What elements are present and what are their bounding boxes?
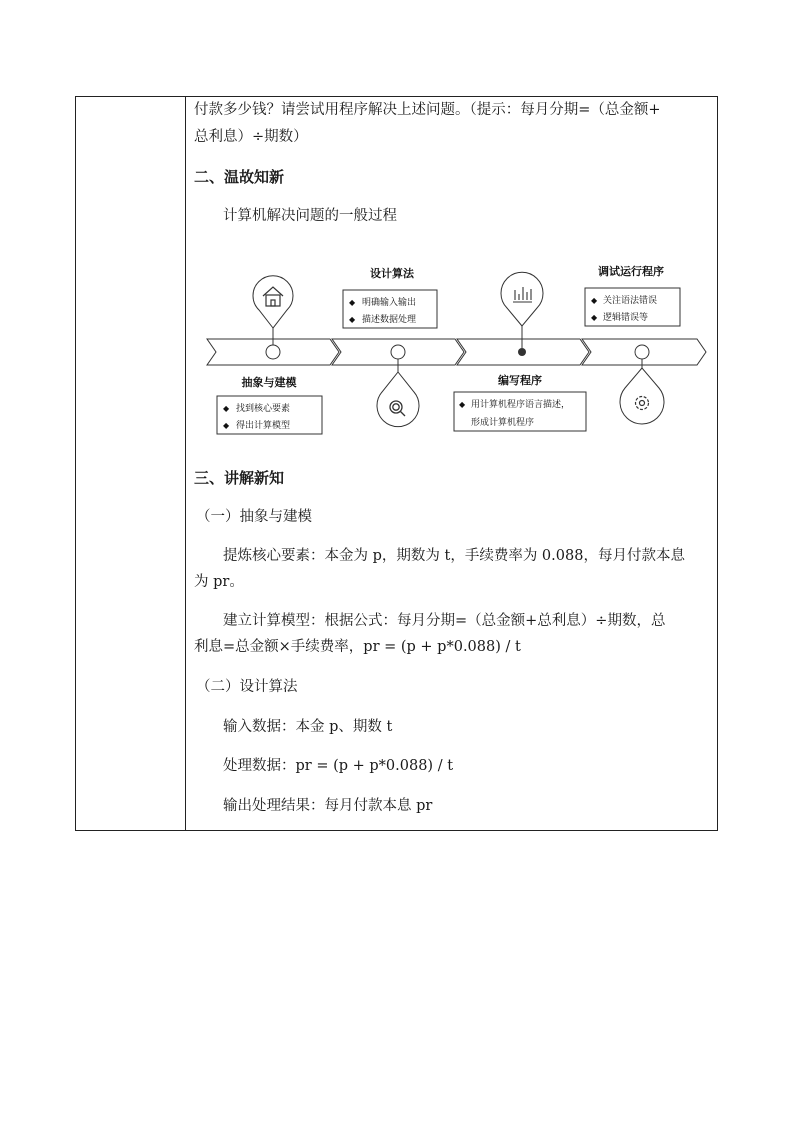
step2-title: 设计算法 — [370, 267, 414, 280]
step2-bullet-marker-2: ◆ — [349, 315, 356, 324]
algorithm-input: 输入数据：本金 p、期数 t — [223, 719, 393, 735]
step4-marker — [620, 345, 664, 424]
step3-bullet-1: 用计算机程序语言描述， — [471, 400, 571, 410]
step4-bullet-marker-1: ◆ — [591, 296, 598, 305]
paragraph-model-line-2: 利息=总金额×手续费率，pr = (p + p*0.088) / t — [194, 639, 521, 655]
step2-bullet-1: 明确输入输出 — [362, 298, 417, 308]
step3-bullet-2: 形成计算机程序 — [471, 418, 535, 428]
intro-line-1: 付款多少钱？请尝试用程序解决上述问题。（提示：每月分期=（总金额+ — [194, 102, 661, 118]
step1-title: 抽象与建模 — [241, 376, 297, 389]
step4-bullet-1: 关注语法错误 — [603, 296, 658, 306]
step1-bullet-2: 得出计算模型 — [236, 421, 291, 431]
step2-bullet-2: 描述数据处理 — [362, 315, 417, 325]
step2-marker — [377, 345, 419, 427]
step1-bullet-marker-1: ◆ — [223, 404, 230, 413]
left-column — [76, 97, 186, 830]
step3-title: 编写程序 — [498, 374, 542, 387]
step2-bullet-marker-1: ◆ — [349, 298, 356, 307]
step1-bullet-1: 找到核心要素 — [236, 404, 291, 414]
paragraph-core-elements-line-1: 提炼核心要素：本金为 p，期数为 t，手续费率为 0.088，每月付款本息 — [223, 548, 685, 564]
paragraph-model-line-1: 建立计算模型：根据公式：每月分期=（总金额+总利息）÷期数，总 — [223, 613, 666, 629]
section2-subtitle: 计算机解决问题的一般过程 — [223, 208, 397, 224]
subsection-algorithm: （二）设计算法 — [196, 679, 298, 695]
step4-bullet-2: 逻辑错误等 — [603, 313, 649, 323]
step3-bullet-marker-1: ◆ — [459, 400, 466, 409]
step4-label — [585, 264, 680, 326]
subsection-abstraction: （一）抽象与建模 — [196, 509, 312, 525]
intro-line-2: 总利息）÷期数） — [194, 129, 308, 145]
step3-label — [454, 373, 586, 431]
process-diagram — [187, 260, 718, 445]
algorithm-output: 输出处理结果：每月付款本息 pr — [223, 798, 433, 814]
step4-title: 调试运行程序 — [598, 265, 664, 278]
step1-marker — [253, 276, 293, 359]
algorithm-process: 处理数据：pr = (p + p*0.088) / t — [223, 758, 454, 774]
lesson-table — [75, 96, 718, 831]
section3-heading: 三、讲解新知 — [194, 469, 285, 487]
step1-bullet-marker-2: ◆ — [223, 421, 230, 430]
step2-label — [343, 266, 437, 328]
step1-label — [217, 375, 322, 434]
step3-marker — [501, 272, 543, 356]
step4-bullet-marker-2: ◆ — [591, 313, 598, 322]
section2-heading: 二、温故知新 — [194, 168, 285, 186]
paragraph-core-elements-line-2: 为 pr。 — [194, 574, 244, 590]
content-column — [187, 97, 717, 830]
